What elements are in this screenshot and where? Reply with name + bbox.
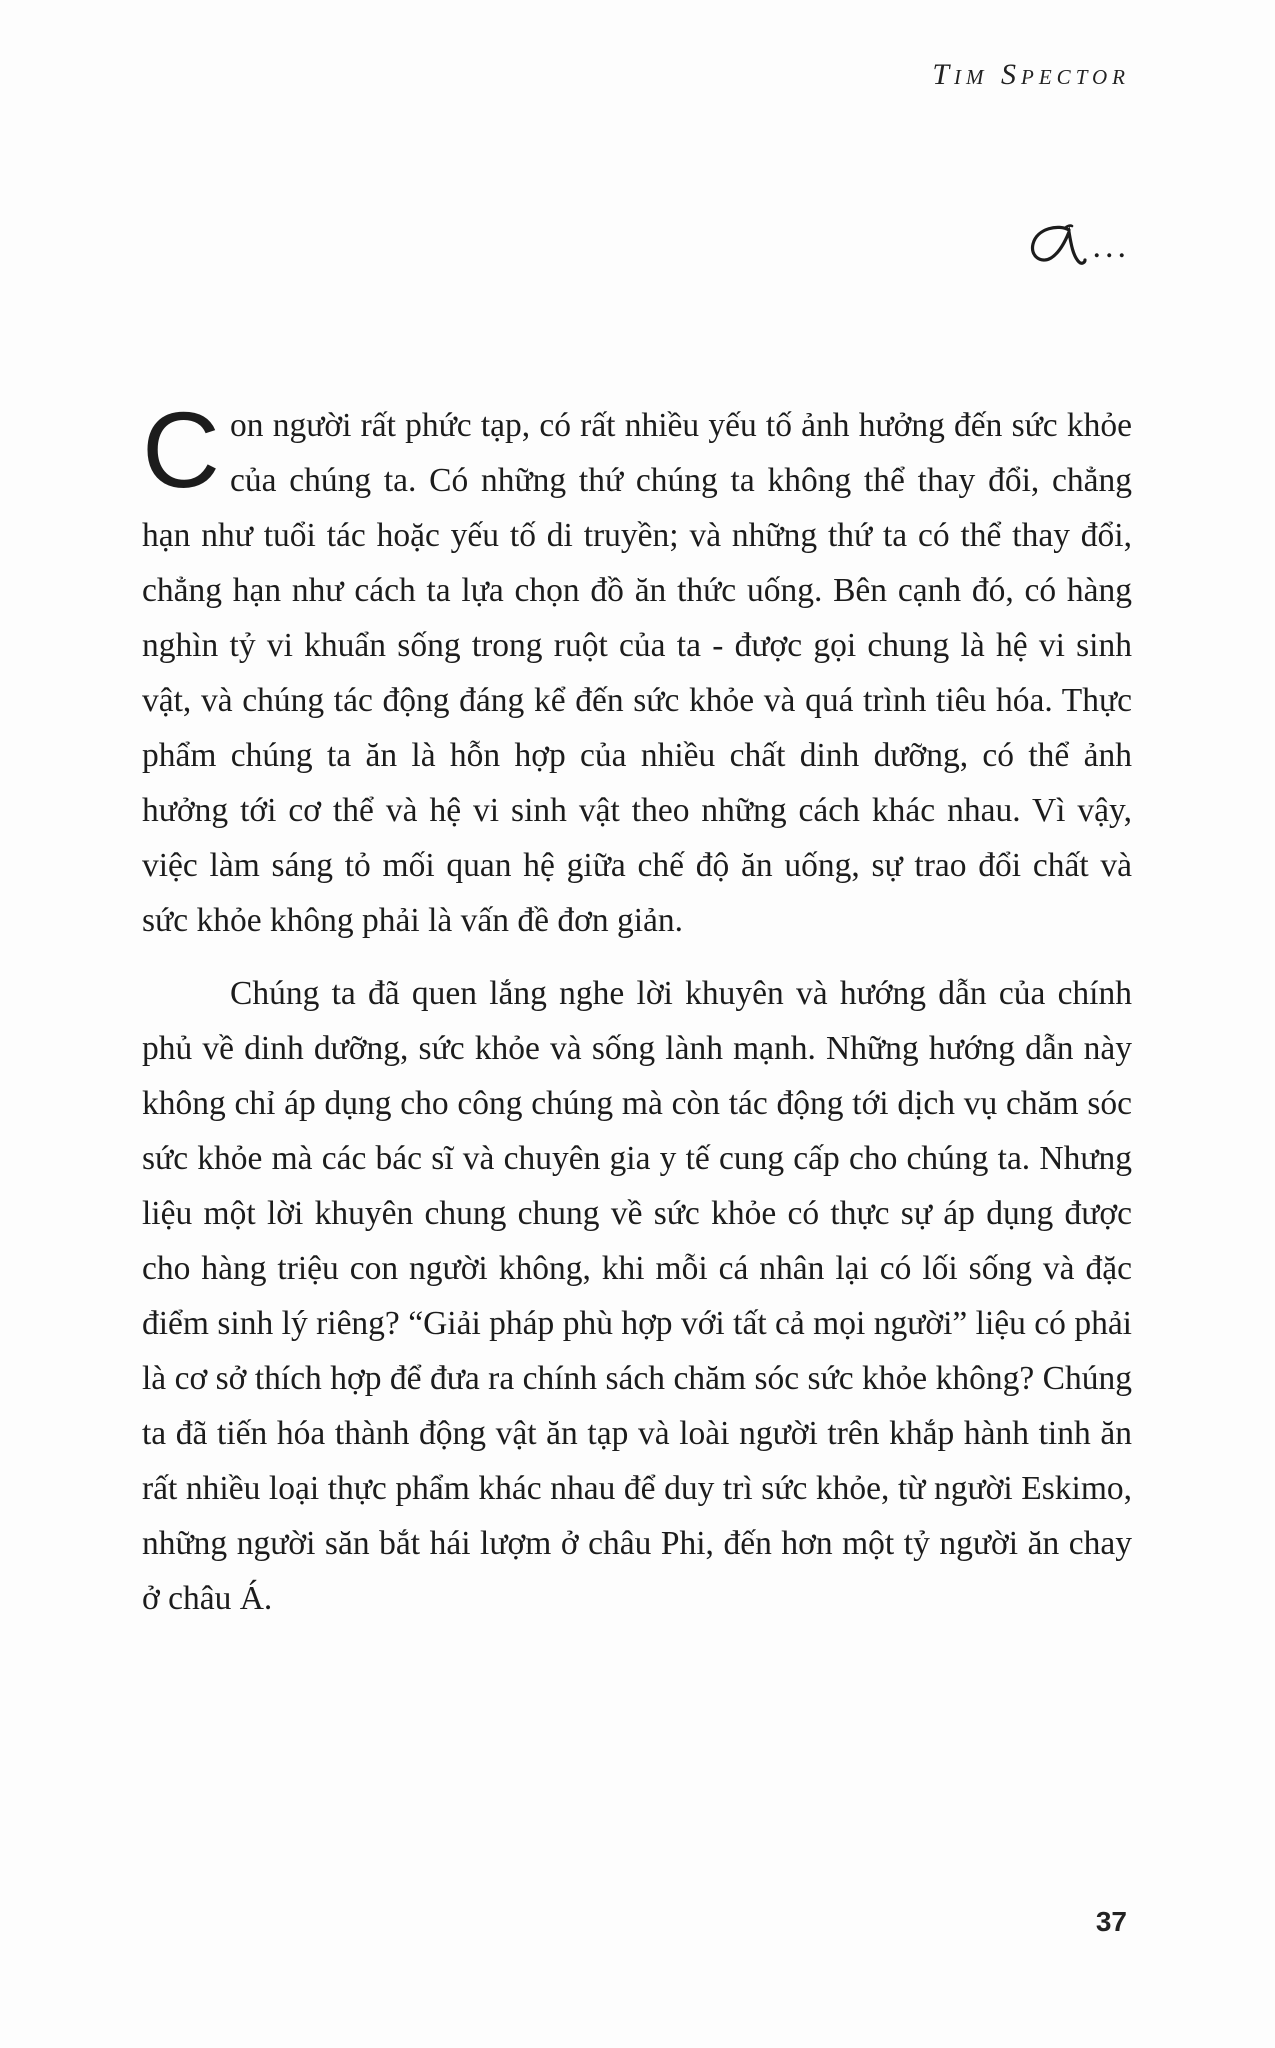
ornamental-a-icon	[1029, 222, 1087, 268]
running-head: Tim Spector	[932, 58, 1130, 91]
body-text	[142, 389, 1132, 1626]
section-mark	[1029, 222, 1131, 268]
page-number: 37	[1095, 1906, 1127, 1937]
drop-cap: C	[142, 389, 220, 510]
paragraph-1-text: on người rất phức tạp, có rất nhiều yếu tố ảnh hưởng đến sức khỏe của chúng ta. Có những thứ chúng ta không thể thay đổi, chẳng hạn như tuổi tác hoặc yếu tố di truyền; và những thứ ta có thể thay đổi, chẳng hạn như cách ta lựa chọn đồ ăn thức uống. Bên cạnh đó, có hàng nghìn tỷ vi khuẩn sống trong ruột của ta - được gọi chung là hệ vi sinh vật, và chúng tác động đáng kể đến sức khỏe và quá trình tiêu hóa. Thực phẩm chúng ta ăn là hỗn hợp của nhiều chất dinh dưỡng, có thể ảnh hưởng tới cơ thể và hệ vi sinh vật theo những cách khác nhau. Vì vậy, việc làm sáng tỏ mối quan hệ giữa chế độ ăn uống, sự trao đổi chất và sức khỏe không phải là vấn đề đơn giản.	[142, 407, 1132, 939]
paragraph-1	[142, 389, 1132, 948]
paragraph-2: Chúng ta đã quen lắng nghe lời khuyên và hướng dẫn của chính phủ về dinh dưỡng, sức khỏe và sống lành mạnh. Những hướng dẫn này không chỉ áp dụng cho công chúng mà còn tác động tới dịch vụ chăm sóc sức khỏe mà các bác sĩ và chuyên gia y tế cung cấp cho chúng ta. Nhưng liệu một lời khuyên chung chung về sức khỏe có thực sự áp dụng được cho hàng triệu con người không, khi mỗi cá nhân lại có lối sống và đặc điểm sinh lý riêng? “Giải pháp phù hợp với tất cả mọi người” liệu có phải là cơ sở thích hợp để đưa ra chính sách chăm sóc sức khỏe không? Chúng ta đã tiến hóa thành động vật ăn tạp và loài người trên khắp hành tinh ăn rất nhiều loại thực phẩm khác nhau để duy trì sức khỏe, từ người Eskimo, những người săn bắt hái lượm ở châu Phi, đến hơn một tỷ người ăn chay ở châu Á.	[142, 975, 1132, 1617]
section-mark-dots: ...	[1092, 228, 1130, 265]
